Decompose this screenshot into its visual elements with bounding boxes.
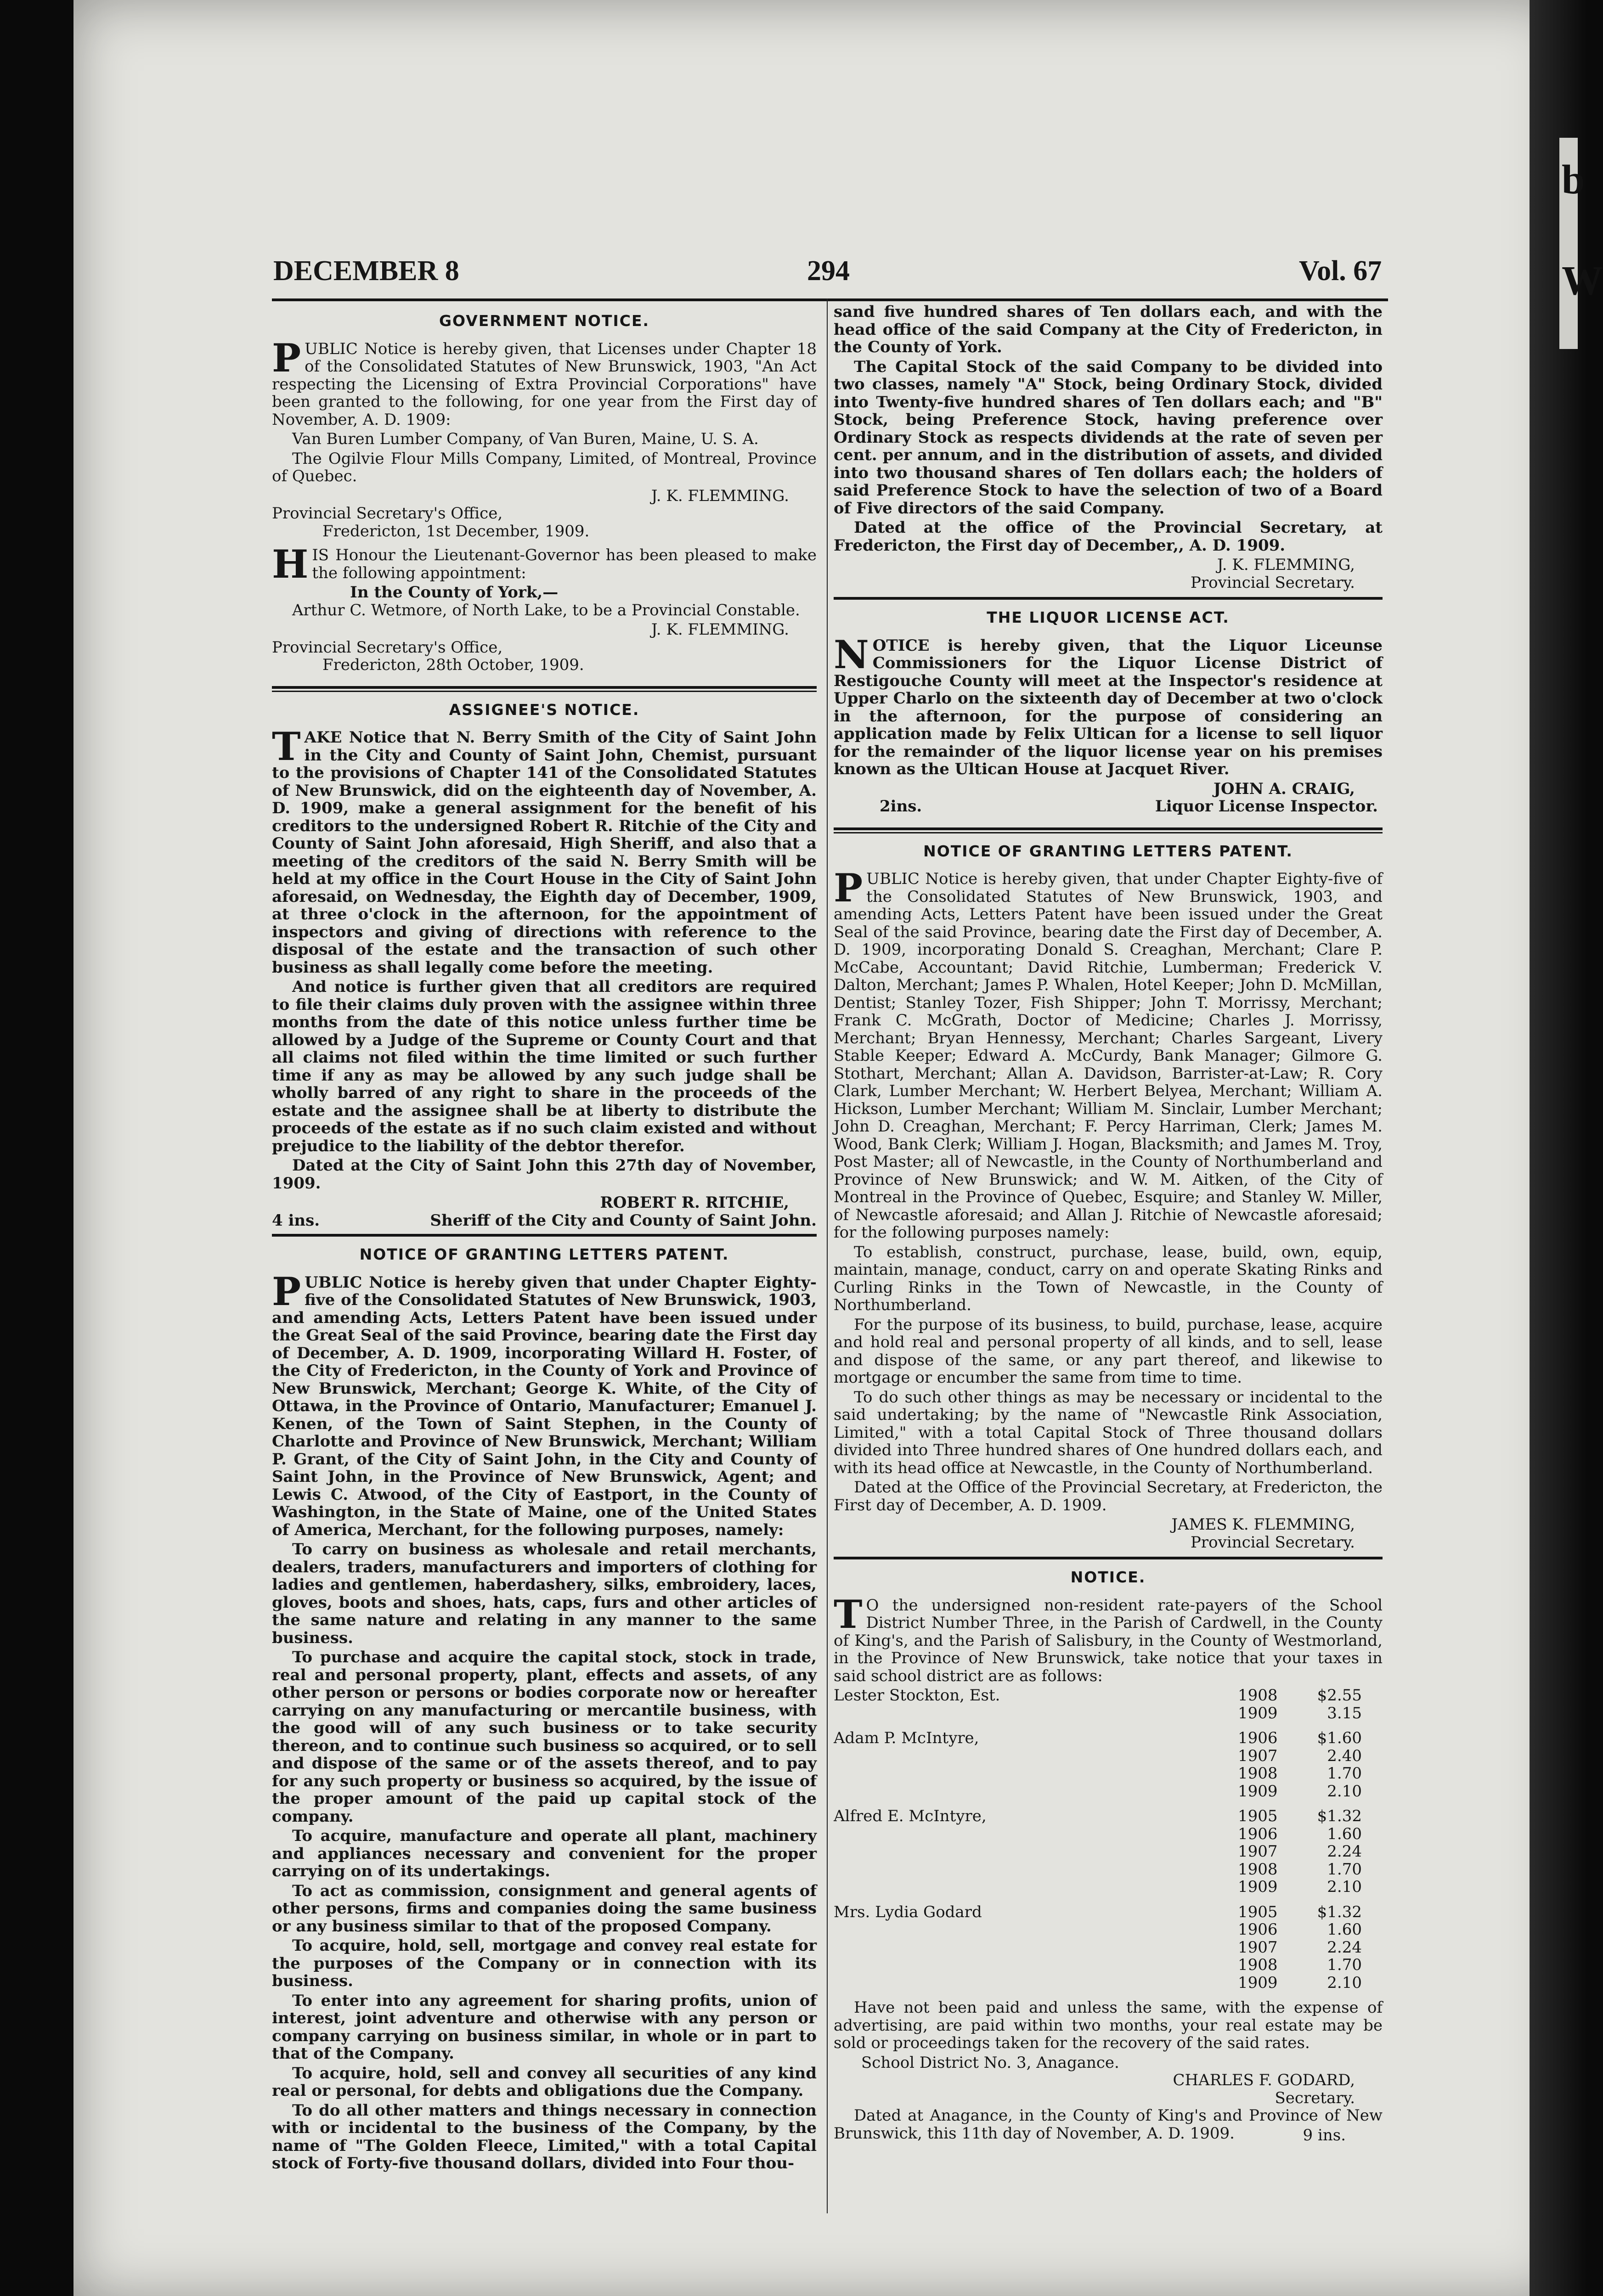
signature-title: Sheriff of the City and County of Saint John. — [430, 1211, 817, 1230]
tax-amount: 1.70 — [1327, 1956, 1362, 1974]
signature: J. K. FLEMMING. — [651, 620, 789, 639]
appointment-body: IS Honour the Lieutenant-Governor has been pleased to make the following appointment: — [312, 546, 817, 582]
drop-cap: T — [834, 1591, 863, 1637]
signature-title: Liquor License Inspector. — [1155, 797, 1378, 816]
signature-title: Provincial Secretary. — [1191, 573, 1355, 592]
assignee-notice-body: AKE Notice that N. Berry Smith of the City of Saint John in the City and County of Saint John, Chemist, pursuant to the provisions of Chapter 141 of the Consolidated Statutes of New Brunswick, did on the eighteenth day of November, A. D. 1909, make a general assignment for the benefit of his creditors to the undersigned Robert R. Ritchie of the City and County of Saint John aforesaid, High Sheriff, and also that a meeting of the creditors of the said N. Berry Smith will be held at my office in the Court House in the City of Saint John aforesaid, on Wednesday, the Eighth day of December, 1909, at three o'clock in the afternoon, for the appointment of inspectors and giving of directions with reference to the disposal of the estate and the transaction of such other business as shall legally come before the meeting. — [272, 728, 817, 977]
section-rule-thin — [272, 691, 817, 692]
ratepayer-name-blank — [834, 1921, 1238, 1939]
tax-amount: $2.55 — [1317, 1686, 1362, 1705]
dated-line: Dated at Anagance, in the County of King's and Province of New Brunswick, this 11th day of November, A. D. 1909. — [834, 2106, 1383, 2143]
ratepayer-name-blank — [834, 1956, 1238, 1974]
tax-year: 1906 — [1238, 1729, 1278, 1747]
signature: JAMES K. FLEMMING, — [1171, 1515, 1355, 1534]
insertion-count: 2ins. — [880, 797, 922, 816]
tax-amount: 1.60 — [1327, 1824, 1362, 1843]
tax-year: 1907 — [1238, 1938, 1278, 1957]
tax-year: 1906 — [1238, 1920, 1278, 1939]
tax-year: 1908 — [1238, 1956, 1278, 1974]
assignee-notice-title: ASSIGNEE'S NOTICE. — [449, 700, 640, 719]
tax-year: 1906 — [1238, 1824, 1278, 1843]
signature: ROBERT R. RITCHIE, — [600, 1193, 789, 1212]
ratepayer-name: Lester Stockton, Est. — [834, 1686, 1000, 1705]
tax-year: 1908 — [1238, 1860, 1278, 1879]
section-rule — [834, 1557, 1383, 1559]
section-rule — [834, 597, 1383, 600]
date-line: Fredericton, 1st December, 1909. — [322, 522, 590, 540]
tax-year: 1905 — [1238, 1807, 1278, 1825]
tax-entry — [834, 1687, 1383, 1722]
next-page-edge — [1530, 0, 1587, 2296]
ratepayer-name-blank — [834, 1974, 1238, 1992]
appointment-text: Arthur C. Wetmore, of North Lake, to be a Provincial Constable. — [292, 601, 800, 619]
section-rule — [272, 1234, 817, 1237]
dated-line: Dated at the Office of the Provincial Secretary, at Fredericton, the First day of December, A. D. 1909. — [834, 1478, 1383, 1514]
tax-year: 1909 — [1238, 1704, 1278, 1722]
assignee-notice-body-2: And notice is further given that all creditors are required to file their claims duly proven with the assignee within three months from the date of this notice unless further time be allowed by a Judge of the Supreme or County Court and that all claims not filed within the time limited or such further time if any as may be allowed by any such judge shall be wholly barred of any right to share in the proceeds of the estate and the assignee shall be at liberty to distribute the proceeds of the estate as if no such claim existed and without prejudice to the liability of the debtor therefor. — [272, 978, 817, 1155]
capital-stock-text: The Capital Stock of the said Company to be divided into two classes, namely "A" Stock, being Ordinary Stock, divided into Twenty-five hundred shares of Ten dollars each; and "B" Stock, being Preference Stock, having preference over Ordinary Stock as respects dividends at the rate of seven per cent. per annum, and in the distribution of assets, and divided into two thousand shares of Ten dollars each; the holders of said Preference Stock to have the selection of two of a Board of Five directors of the said Company. — [834, 357, 1383, 518]
tax-amount: 2.10 — [1327, 1973, 1362, 1992]
tax-notice-body: O the undersigned non-resident rate-payers of the School District Number Three, in the Parish of Cardwell, in the County of King's, and the Parish of Salisbury, in the County of Westmorland, in the Province of New Brunswick, take notice that your taxes in said school district are as follows: — [834, 1596, 1383, 1685]
ratepayer-name-blank — [834, 1939, 1238, 1957]
header-rule — [272, 298, 1388, 301]
school-district: School District No. 3, Anagance. — [861, 2053, 1119, 2072]
tax-amount: 2.10 — [1327, 1782, 1362, 1801]
tax-amount: 2.40 — [1327, 1746, 1362, 1765]
signature: J. K. FLEMMING. — [651, 486, 789, 505]
tax-year: 1908 — [1238, 1764, 1278, 1783]
tax-amount: 3.15 — [1327, 1704, 1362, 1722]
drop-cap: T — [272, 724, 301, 769]
letters-patent-body: UBLIC Notice is hereby given that under Chapter Eighty-five of the Consolidated Statutes of New Brunswick, 1903, and amending Acts, Letters Patent have been issued under the Great Seal of the said Province, bearing date the First day of December, A. D. 1909, incorporating Willard H. Foster, of the City of Fredericton, in the County of York and Province of New Brunswick, Merchant; George K. White, of the City of Ottawa, in the Province of Ontario, Manufacturer; Emanuel J. Kenen, of the Town of Saint Stephen, in the County of Charlotte and Province of New Brunswick, Merchant; William P. Grant, of the City of Saint John, in the City and County of Saint John, in the Province of New Brunswick, Agent; and Lewis C. Atwood, of the City of Eastport, in the County of Washington, in the State of Maine, one of the United States of America, Merchant, for the following purposes, namely: — [272, 1273, 817, 1539]
column-divider — [827, 298, 828, 2213]
signature: J. K. FLEMMING, — [1217, 556, 1355, 574]
tax-entry — [834, 1729, 1383, 1800]
ratepayer-name-blank — [834, 1843, 1238, 1861]
tax-amount: $1.32 — [1317, 1902, 1362, 1921]
tax-year: 1907 — [1238, 1842, 1278, 1861]
tax-table — [834, 1687, 1383, 1992]
purpose-paragraph: To establish, construct, purchase, lease, build, own, equip, maintain, manage, conduct, carry on and operate Skating Rinks and Curling Rinks in the Town of Newcastle, in the County of Northumberland. — [834, 1243, 1383, 1314]
liquor-license-body: OTICE is hereby given, that the Liquor Liceunse Commissioners for the Liquor License District of Restigouche County will meet at the Inspector's residence at Upper Charlo on the sixteenth day of December at two o'clock in the afternoon, for the purpose of considering an application made by Felix Ultican for a license to sell liquor for the remainder of the liquor license year on his premises known as the Ultican House at Jacquet River. — [834, 636, 1383, 778]
date-line: Fredericton, 28th October, 1909. — [322, 656, 584, 674]
purpose-paragraph: To acquire, hold, sell, mortgage and convey real estate for the purposes of the Company or in connection with its business. — [272, 1936, 817, 1990]
letters-patent-body: UBLIC Notice is hereby given, that under Chapter Eighty-five of the Consolidated Statutes of New Brunswick, 1903, and amending Acts, Letters Patent have been issued under the Great Seal of the said Province, bearing date the First day of December, A. D. 1909, incorporating Donald S. Creaghan, Merchant; Clare P. McCabe, Accountant; David Ritchie, Lumberman; Frederick V. Dalton, Merchant; James P. Whalen, Hotel Keeper; John D. McMillan, Dentist; Stanley Tozer, Fish Shipper; John T. Morrissy, Merchant; Frank C. McGrath, Doctor of Medicine; Charles J. Morrissy, Merchant; Bryan Hennessy, Merchant; Charles Sargeant, Livery Stable Keeper; Edward A. McCurdy, Bank Manager; Gilmore G. Stothart, Merchant; Allan A. Davidson, Barrister-at-Law; R. Cory Clark, Lumber Merchant; W. Herbert Belyea, Merchant; William A. Hickson, Lumber Merchant; William M. Sinclair, Lumber Merchant; John D. Creaghan, Merchant; F. Percy Harriman, Clerk; James M. Wood, Bank Clerk; William J. Hogan, Blacksmith; and James M. Troy, Post Master; all of Newcastle, in the County of Northumberland and Province of New Brunswick; and W. M. Aitken, of the City of Montreal in the Province of Quebec, Esquire; and Stanley W. Miller, of Newcastle aforesaid; and Allan J. Ritchie of Newcastle aforesaid; for the following purposes namely: — [834, 870, 1383, 1242]
tax-amount: $1.32 — [1317, 1807, 1362, 1825]
ratepayer-name-blank — [834, 1878, 1238, 1896]
ratepayer-name-blank — [834, 1861, 1238, 1879]
licensee-van-buren: Van Buren Lumber Company, of Van Buren, Maine, U. S. A. — [292, 430, 759, 448]
purpose-paragraph: To do such other things as may be necessary or incidental to the said undertaking; by the name of "Newcastle Rink Association, Limited," with a total Capital Stock of Three thousand dollars divided into Three hundred shares of One hundred dollars each, and with its head office at Newcastle, in the County of Northumberland. — [834, 1388, 1383, 1477]
tax-amount: 1.70 — [1327, 1764, 1362, 1783]
purpose-paragraph: To do all other matters and things necessary in connection with or incidental to the business of the Company, by the name of "The Golden Fleece, Limited," with a total Capital stock of Forty-five thousand dollars, divided into Four thou- — [272, 2101, 817, 2172]
drop-cap: N — [834, 631, 869, 677]
tax-year: 1909 — [1238, 1782, 1278, 1801]
tax-year: 1909 — [1238, 1973, 1278, 1992]
liquor-license-title: THE LIQUOR LICENSE ACT. — [987, 608, 1230, 626]
section-rule — [272, 686, 817, 689]
tax-year: 1905 — [1238, 1902, 1278, 1921]
county-heading: In the County of York,— — [350, 583, 559, 602]
tax-warning: Have not been paid and unless the same, with the expense of advertising, are paid within two months, your real estate may be sold or proceedings taken for the recovery of the said rates. — [834, 1998, 1383, 2052]
edge-mark-w: W — [1562, 258, 1603, 304]
header-volume: Vol. 67 — [1299, 255, 1382, 287]
ratepayer-name-blank — [834, 1783, 1238, 1801]
tax-amount: 2.24 — [1327, 1842, 1362, 1861]
header-page-number: 294 — [807, 255, 850, 287]
assignee-dated: Dated at the City of Saint John this 27th day of November, 1909. — [272, 1156, 817, 1193]
licensee-ogilvie: The Ogilvie Flour Mills Company, Limited, of Montreal, Province of Quebec. — [272, 449, 817, 485]
tax-notice-title: NOTICE. — [1070, 1568, 1146, 1586]
ratepayer-name: Alfred E. McIntyre, — [834, 1807, 987, 1825]
drop-cap: P — [834, 865, 863, 911]
right-column — [834, 303, 1383, 2144]
purpose-paragraph: For the purpose of its business, to build, purchase, lease, acquire and hold real and personal property of all kinds, and to sell, lease and dispose of the same, or any part thereof, and likewise to mortgage or encumber the same from time to time. — [834, 1315, 1383, 1387]
ratepayer-name-blank — [834, 1705, 1238, 1722]
drop-cap: P — [272, 335, 301, 381]
continued-text: sand five hundred shares of Ten dollars each, and with the head office of the said Company at the City of Fredericton, in the County of York. — [834, 303, 1383, 356]
section-rule — [834, 827, 1383, 830]
signature: JOHN A. CRAIG, — [1213, 779, 1355, 798]
signature-title: Secretary. — [1275, 2088, 1355, 2107]
office-line: Provincial Secretary's Office, — [272, 504, 503, 523]
tax-amount: 1.60 — [1327, 1920, 1362, 1939]
tax-entry — [834, 1903, 1383, 1992]
dated-line: Dated at the office of the Provincial Secretary, at Fredericton, the First day of December,, A. D. 1909. — [834, 518, 1383, 555]
tax-year: 1907 — [1238, 1746, 1278, 1765]
tax-amount: 2.10 — [1327, 1878, 1362, 1896]
drop-cap: P — [272, 1268, 301, 1314]
purpose-paragraph: To purchase and acquire the capital stock, stock in trade, real and personal property, plant, effects and assets, of any other person or persons or bodies corporate now or hereafter carrying on any manufacturing or mercantile business, with the good will of any such business or to take security thereon, and to continue such business so acquired, or to sell and dispose of the same or of the assets thereof, and to pay for any such property or business so acquired, by the issue of the proper amount of the paid up capital stock of the company. — [272, 1648, 817, 1826]
government-notice-title: GOVERNMENT NOTICE. — [439, 312, 650, 330]
purpose-paragraph: To carry on business as wholesale and retail merchants, dealers, traders, manufacturers and importers of clothing for ladies and gentlemen, haberdashery, silks, embroidery, laces, gloves, boots and shoes, hats, caps, furs and other articles of the same nature and relating in any manner to the same business. — [272, 1540, 817, 1647]
header-date: DECEMBER 8 — [273, 255, 459, 287]
tax-amount: 2.24 — [1327, 1938, 1362, 1957]
tax-amount: $1.60 — [1317, 1729, 1362, 1747]
ratepayer-name-blank — [834, 1825, 1238, 1843]
tax-entry — [834, 1807, 1383, 1896]
insertion-count: 9 ins. — [1303, 2126, 1346, 2144]
purpose-paragraph: To act as commission, consignment and general agents of other persons, firms and companies doing the same business or any business similar to that of the proposed Company. — [272, 1881, 817, 1936]
tax-amount: 1.70 — [1327, 1860, 1362, 1879]
tax-year: 1909 — [1238, 1878, 1278, 1896]
tax-year: 1908 — [1238, 1686, 1278, 1705]
purpose-paragraph: To enter into any agreement for sharing profits, union of interest, joint adventure and otherwise with any person or company carrying on business similar, in whole or in part to that of the Company. — [272, 1991, 817, 2063]
signature: CHARLES F. GODARD, — [1173, 2071, 1355, 2089]
government-notice-body: UBLIC Notice is hereby given, that Licenses under Chapter 18 of the Consolidated Statutes of New Brunswick, 1903, "An Act respecting the Licensing of Extra Provincial Corporations" have been granted to the following, for one year from the First day of November, A. D. 1909: — [272, 339, 817, 429]
left-column — [272, 303, 817, 2174]
drop-cap: H — [272, 541, 309, 587]
edge-mark-b: b — [1562, 157, 1585, 203]
insertion-count: 4 ins. — [272, 1211, 320, 1230]
letters-patent-title: NOTICE OF GRANTING LETTERS PATENT. — [923, 842, 1293, 860]
ratepayer-name: Adam P. McIntyre, — [834, 1729, 979, 1747]
section-rule-thin — [834, 832, 1383, 833]
purpose-paragraph: To acquire, hold, sell and convey all securities of any kind real or personal, for debts and obligations due the Company. — [272, 2064, 817, 2100]
ratepayer-name-blank — [834, 1765, 1238, 1783]
signature-title: Provincial Secretary. — [1191, 1533, 1355, 1552]
purpose-paragraph: To acquire, manufacture and operate all plant, machinery and appliances necessary and convenient for the proper carrying on of its undertakings. — [272, 1827, 817, 1880]
letters-patent-title: NOTICE OF GRANTING LETTERS PATENT. — [359, 1245, 729, 1263]
ratepayer-name: Mrs. Lydia Godard — [834, 1902, 982, 1921]
ratepayer-name-blank — [834, 1747, 1238, 1765]
office-line: Provincial Secretary's Office, — [272, 638, 503, 657]
